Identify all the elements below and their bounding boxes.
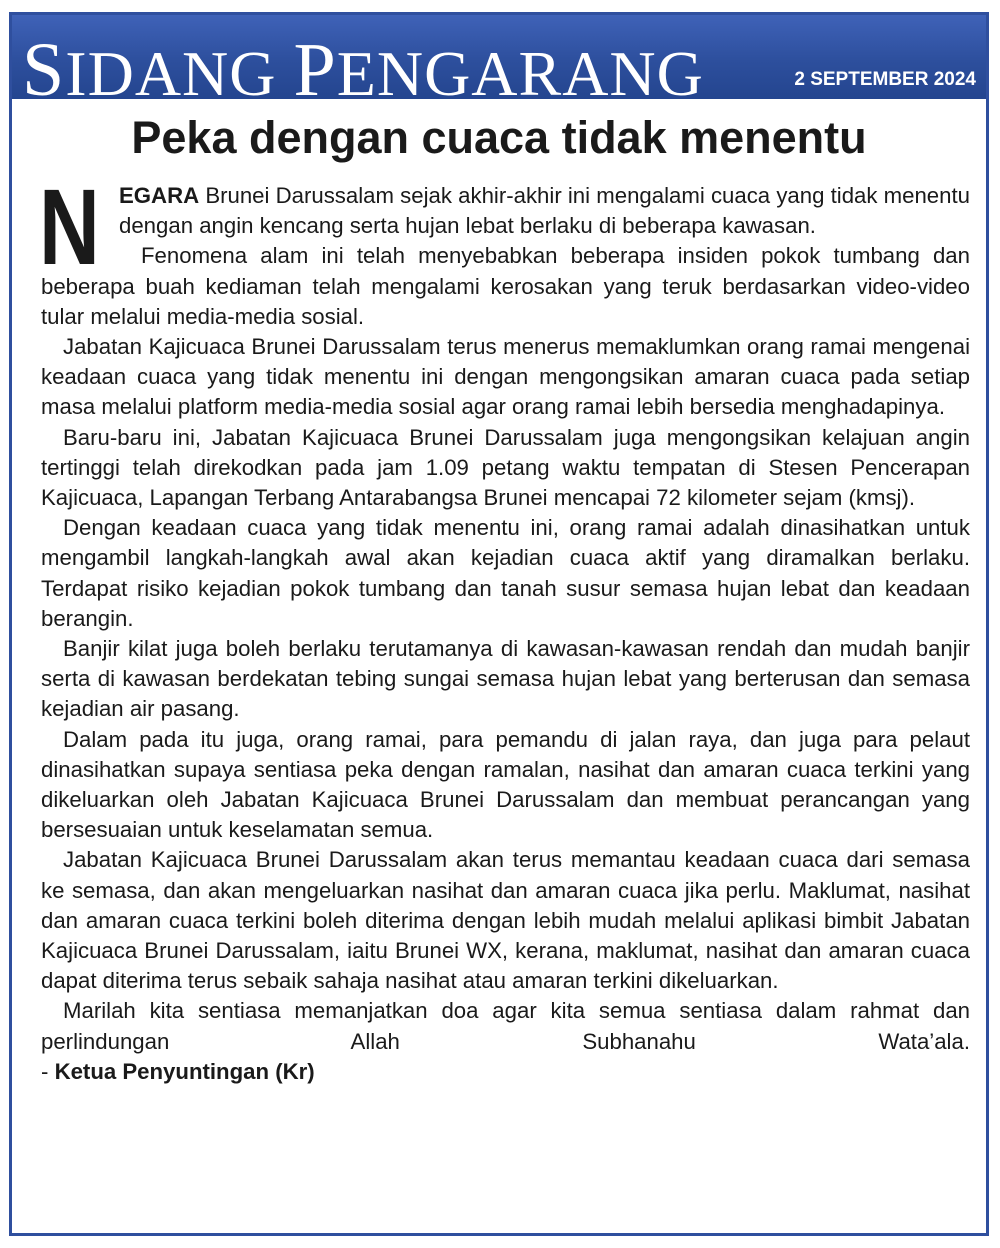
closing-paragraph: Marilah kita sentiasa memanjatkan doa agar kita semua sentiasa dalam rahmat dan perlindungan Allah Subhanahu Wata’ala.: [41, 998, 970, 1054]
masthead-title: [22, 28, 704, 99]
lead-text: Brunei Darussalam sejak akhir-akhir ini mengalami cuaca yang tidak menentu dengan angin kencang serta hujan lebat berlaku di beberapa kawasan.: [119, 183, 970, 239]
lead-word: EGARA: [119, 183, 200, 208]
article-paragraph: Fenomena alam ini telah menyebabkan beberapa insiden pokok tumbang dan beberapa buah kediaman telah mengalami kerosakan yang teruk berdasarkan video-video tular melalui media-media sosial.: [41, 243, 970, 329]
page-frame: [9, 12, 989, 1236]
drop-cap: N: [39, 166, 100, 287]
masthead-title-initial-s: S: [22, 28, 66, 99]
article-paragraph: Dalam pada itu juga, orang ramai, para pemandu di jalan raya, dan juga para pelaut dinasihatkan supaya sentiasa peka dengan ramalan, nasihat dan amaran cuaca terkini yang dikeluarkan oleh Jabatan Kajicuaca Brunei Darussalam dan membuat perancangan yang bersesuaian untuk keselamatan semua.: [41, 726, 970, 843]
masthead-title-part2: ENGARANG: [336, 38, 704, 99]
article-paragraph: Jabatan Kajicuaca Brunei Darussalam akan terus memantau keadaan cuaca dari semasa ke semasa, dan akan mengeluarkan nasihat dan amaran cuaca jika perlu. Maklumat, nasihat dan amaran cuaca terkini boleh diterima dengan lebih mudah melalui aplikasi bimbit Jabatan Kajicuaca Brunei Darussalam, iaitu Brunei WX, kerana, maklumat, nasihat dan amaran cuaca dapat diterima terus sebaik sahaja nasihat atau amaran terkini dikeluarkan.: [41, 847, 970, 994]
signoff-name: Ketua Penyuntingan (Kr): [54, 1058, 315, 1084]
article-paragraph: Baru-baru ini, Jabatan Kajicuaca Brunei Darussalam juga mengongsikan kelajuan angin tertinggi telah direkodkan pada jam 1.09 petang waktu tempatan di Stesen Pencerapan Kajicuaca, Lapangan Terbang Antarabangsa Brunei mencapai 72 kilometer sejam (kmsj).: [41, 424, 970, 511]
headline: Peka dengan cuaca tidak menentu: [131, 112, 867, 163]
masthead-title-initial-p: P: [293, 28, 337, 99]
signoff-prefix: -: [41, 1058, 55, 1084]
article-paragraph: Dengan keadaan cuaca yang tidak menentu ini, orang ramai adalah dinasihatkan untuk mengambil langkah-langkah awal akan kejadian cuaca aktif yang diramalkan berlaku. Terdapat risiko kejadian pokok tumbang dan tanah susur semasa hujan lebat dan keadaan berangin.: [41, 515, 970, 631]
article-paragraph: Banjir kilat juga boleh berlaku terutamanya di kawasan-kawasan rendah dan mudah banjir serta di kawasan berdekatan tebing sungai semasa hujan lebat yang berterusan dan semasa kejadian air pasang.: [41, 636, 970, 722]
masthead: [12, 15, 986, 99]
article-body: [39, 166, 970, 1087]
article-paragraph: Jabatan Kajicuaca Brunei Darussalam terus menerus memaklumkan orang ramai mengenai keadaan cuaca yang tidak menentu ini dengan mengongsikan amaran cuaca pada setiap masa melalui platform media-media sosial agar orang ramai lebih bersedia menghadapinya.: [41, 334, 970, 420]
masthead-title-part1: IDANG: [65, 38, 294, 99]
masthead-date: 2 SEPTEMBER 2024: [794, 69, 976, 90]
signoff: [41, 1057, 970, 1087]
